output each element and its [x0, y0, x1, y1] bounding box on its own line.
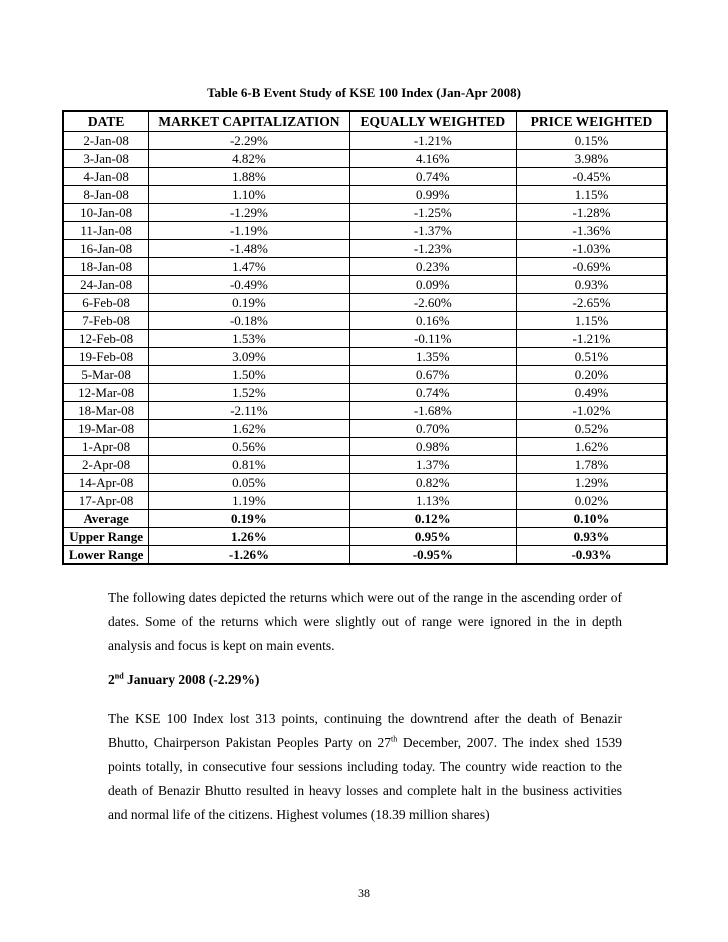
cell-market-cap: 0.19%: [149, 294, 349, 312]
cell-date: 18-Jan-08: [63, 258, 149, 276]
table-row: [63, 240, 667, 258]
cell-equally-weighted: -1.68%: [349, 402, 516, 420]
heading-suffix: nd: [114, 671, 124, 681]
cell-market-cap: -1.48%: [149, 240, 349, 258]
cell-date: 1-Apr-08: [63, 438, 149, 456]
cell-price-weighted: 3.98%: [516, 150, 667, 168]
cell-price-weighted: 0.93%: [516, 276, 667, 294]
cell-market-cap: 1.26%: [149, 528, 349, 546]
table-row: [63, 312, 667, 330]
cell-price-weighted: 0.52%: [516, 420, 667, 438]
cell-equally-weighted: -2.60%: [349, 294, 516, 312]
cell-market-cap: 0.05%: [149, 474, 349, 492]
cell-price-weighted: 0.15%: [516, 132, 667, 150]
summary-row: [63, 546, 667, 565]
cell-date: 19-Feb-08: [63, 348, 149, 366]
table-row: [63, 456, 667, 474]
cell-market-cap: 1.53%: [149, 330, 349, 348]
cell-market-cap: 1.10%: [149, 186, 349, 204]
table-row: [63, 384, 667, 402]
cell-market-cap: 0.56%: [149, 438, 349, 456]
cell-equally-weighted: 0.74%: [349, 168, 516, 186]
paragraph-event-part2: December, 2007. The index shed 1539 points totally, in consecutive four sessions including today. The country wide reaction to the death of Benazir Bhutto resulted in heavy losses and complete halt in the business activities and normal life of the citizens. Highest volumes (18.39 million shares): [108, 735, 622, 822]
cell-price-weighted: -1.21%: [516, 330, 667, 348]
cell-equally-weighted: 1.13%: [349, 492, 516, 510]
cell-date: Upper Range: [63, 528, 149, 546]
cell-date: 4-Jan-08: [63, 168, 149, 186]
table-body: [63, 132, 667, 510]
table-row: [63, 294, 667, 312]
page-number: 38: [358, 886, 370, 900]
table-row: [63, 186, 667, 204]
cell-price-weighted: 0.93%: [516, 528, 667, 546]
cell-price-weighted: -1.28%: [516, 204, 667, 222]
cell-price-weighted: 0.20%: [516, 366, 667, 384]
cell-market-cap: -0.18%: [149, 312, 349, 330]
cell-date: Lower Range: [63, 546, 149, 565]
cell-market-cap: -1.19%: [149, 222, 349, 240]
cell-market-cap: 1.50%: [149, 366, 349, 384]
cell-equally-weighted: -1.37%: [349, 222, 516, 240]
cell-price-weighted: -1.02%: [516, 402, 667, 420]
cell-equally-weighted: 1.37%: [349, 456, 516, 474]
table-row: [63, 330, 667, 348]
cell-market-cap: 4.82%: [149, 150, 349, 168]
cell-price-weighted: -0.93%: [516, 546, 667, 565]
cell-date: 12-Feb-08: [63, 330, 149, 348]
cell-equally-weighted: 0.82%: [349, 474, 516, 492]
cell-price-weighted: -2.65%: [516, 294, 667, 312]
cell-equally-weighted: 0.12%: [349, 510, 516, 528]
cell-price-weighted: 0.51%: [516, 348, 667, 366]
table-row: [63, 132, 667, 150]
cell-date: 7-Feb-08: [63, 312, 149, 330]
cell-date: 11-Jan-08: [63, 222, 149, 240]
cell-market-cap: -1.29%: [149, 204, 349, 222]
cell-price-weighted: -0.45%: [516, 168, 667, 186]
cell-market-cap: -0.49%: [149, 276, 349, 294]
cell-price-weighted: 0.10%: [516, 510, 667, 528]
table-row: [63, 222, 667, 240]
cell-price-weighted: 1.78%: [516, 456, 667, 474]
cell-market-cap: -2.11%: [149, 402, 349, 420]
cell-date: Average: [63, 510, 149, 528]
header-price-weighted: PRICE WEIGHTED: [516, 111, 667, 132]
table-row: [63, 366, 667, 384]
cell-equally-weighted: -1.23%: [349, 240, 516, 258]
cell-equally-weighted: 0.09%: [349, 276, 516, 294]
summary-row: [63, 528, 667, 546]
cell-equally-weighted: 4.16%: [349, 150, 516, 168]
event-study-table: [62, 110, 668, 565]
paragraph-intro: The following dates depicted the returns which were out of the range in the ascending order of dates. Some of the returns which were slightly out of range were ignored in the in depth analysis and focus is kept on main events.: [108, 590, 622, 653]
cell-market-cap: 1.62%: [149, 420, 349, 438]
cell-equally-weighted: -1.25%: [349, 204, 516, 222]
cell-price-weighted: -1.36%: [516, 222, 667, 240]
cell-market-cap: 3.09%: [149, 348, 349, 366]
cell-date: 2-Jan-08: [63, 132, 149, 150]
cell-market-cap: -1.26%: [149, 546, 349, 565]
cell-equally-weighted: -0.95%: [349, 546, 516, 565]
cell-equally-weighted: 0.23%: [349, 258, 516, 276]
cell-date: 2-Apr-08: [63, 456, 149, 474]
table-row: [63, 204, 667, 222]
cell-market-cap: 1.47%: [149, 258, 349, 276]
cell-date: 12-Mar-08: [63, 384, 149, 402]
table-row: [63, 348, 667, 366]
paragraph-event-part1: The KSE 100 Index lost 313 points, continuing the downtrend after the death of Benazir Bhutto, Chairperson Pakistan Peoples Party on 27: [108, 711, 622, 750]
cell-price-weighted: 1.15%: [516, 312, 667, 330]
cell-market-cap: 0.19%: [149, 510, 349, 528]
cell-date: 19-Mar-08: [63, 420, 149, 438]
table-header-row: [63, 111, 667, 132]
event-heading: [108, 672, 259, 688]
paragraph-event-sup: th: [390, 734, 398, 744]
cell-equally-weighted: 0.98%: [349, 438, 516, 456]
table-row: [63, 438, 667, 456]
cell-date: 10-Jan-08: [63, 204, 149, 222]
cell-price-weighted: -1.03%: [516, 240, 667, 258]
table-row: [63, 492, 667, 510]
cell-date: 8-Jan-08: [63, 186, 149, 204]
cell-price-weighted: 0.49%: [516, 384, 667, 402]
cell-price-weighted: 1.29%: [516, 474, 667, 492]
cell-date: 17-Apr-08: [63, 492, 149, 510]
table-row: [63, 258, 667, 276]
table-row: [63, 420, 667, 438]
cell-equally-weighted: 0.67%: [349, 366, 516, 384]
cell-market-cap: 0.81%: [149, 456, 349, 474]
paragraph-event: [108, 707, 622, 827]
table-row: [63, 402, 667, 420]
cell-equally-weighted: 0.99%: [349, 186, 516, 204]
cell-equally-weighted: -0.11%: [349, 330, 516, 348]
cell-date: 5-Mar-08: [63, 366, 149, 384]
table-row: [63, 276, 667, 294]
cell-market-cap: 1.88%: [149, 168, 349, 186]
table-summary: [63, 510, 667, 565]
heading-rest: January 2008 (-2.29%): [123, 672, 260, 687]
cell-equally-weighted: 1.35%: [349, 348, 516, 366]
cell-equally-weighted: 0.70%: [349, 420, 516, 438]
header-date: DATE: [63, 111, 149, 132]
cell-price-weighted: 0.02%: [516, 492, 667, 510]
cell-price-weighted: 1.15%: [516, 186, 667, 204]
cell-date: 16-Jan-08: [63, 240, 149, 258]
heading-day: 2: [108, 672, 115, 687]
cell-date: 6-Feb-08: [63, 294, 149, 312]
cell-equally-weighted: 0.16%: [349, 312, 516, 330]
cell-equally-weighted: -1.21%: [349, 132, 516, 150]
cell-market-cap: -2.29%: [149, 132, 349, 150]
cell-equally-weighted: 0.74%: [349, 384, 516, 402]
table-row: [63, 168, 667, 186]
cell-equally-weighted: 0.95%: [349, 528, 516, 546]
cell-date: 24-Jan-08: [63, 276, 149, 294]
table-row: [63, 474, 667, 492]
summary-row: [63, 510, 667, 528]
cell-market-cap: 1.19%: [149, 492, 349, 510]
cell-date: 18-Mar-08: [63, 402, 149, 420]
cell-market-cap: 1.52%: [149, 384, 349, 402]
cell-price-weighted: -0.69%: [516, 258, 667, 276]
table-caption: Table 6-B Event Study of KSE 100 Index (Jan-Apr 2008): [207, 85, 521, 100]
cell-date: 14-Apr-08: [63, 474, 149, 492]
cell-date: 3-Jan-08: [63, 150, 149, 168]
table-row: [63, 150, 667, 168]
header-market-cap: MARKET CAPITALIZATION: [149, 111, 349, 132]
cell-price-weighted: 1.62%: [516, 438, 667, 456]
header-equally-weighted: EQUALLY WEIGHTED: [349, 111, 516, 132]
